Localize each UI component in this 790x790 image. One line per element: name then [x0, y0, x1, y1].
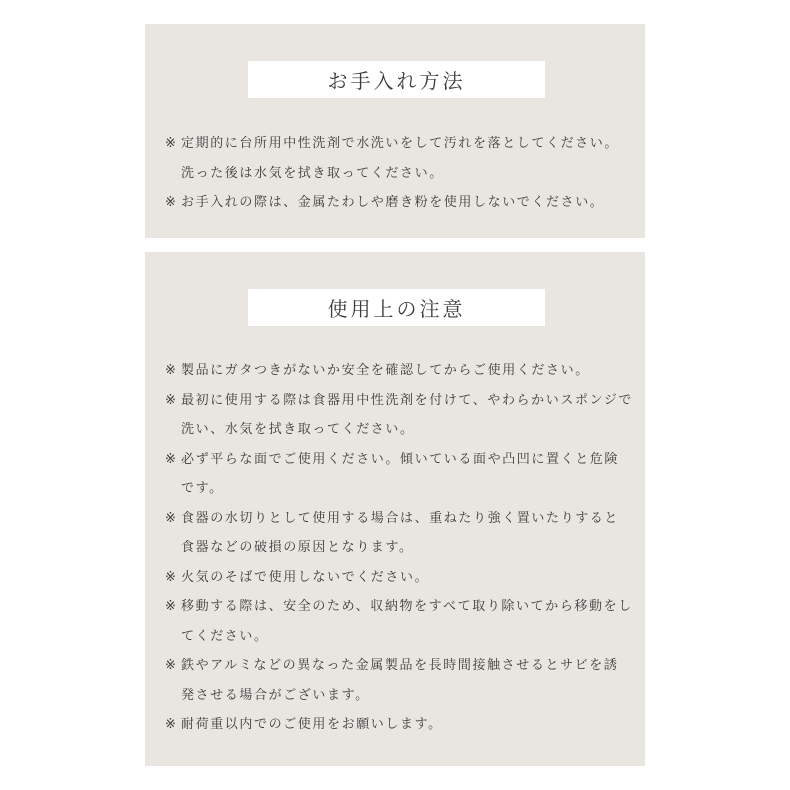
note-mark: ※: [165, 136, 178, 151]
note-mark: ※: [165, 510, 178, 526]
caution-note-text: 製品にガタつきがないか安全を確認してからご使用ください。: [181, 363, 590, 378]
caution-notes-list: [165, 356, 633, 740]
care-note-text: 定期的に台所用中性洗剤で水洗いをして汚れを落としてください。洗った後は水気を拭き取ってください。: [181, 136, 620, 181]
caution-note-text: 耐荷重以内でのご使用をお願いします。: [181, 717, 443, 732]
note-mark: ※: [165, 658, 178, 673]
care-note: [165, 129, 633, 188]
care-note-text: お手入れの際は、金属たわしや磨き粉を使用しないでください。: [181, 195, 605, 210]
care-panel: [145, 24, 645, 238]
caution-note-text: 必ず平らな面でご使用ください。傾いている面や凸凹に置くと危険です。: [181, 451, 620, 496]
caution-note-text: 移動する際は、安全のため、収納物をすべて取り除いてから移動をしてください。: [181, 599, 633, 644]
caution-note-text: 鉄やアルミなどの異なった金属製品を長時間接触させるとサビを誘発させる場合がございます。: [181, 658, 619, 703]
caution-note: [165, 445, 633, 504]
caution-note-text: 火気のそばで使用しないでください。: [181, 569, 430, 585]
care-title: お手入れ方法: [248, 61, 545, 98]
note-mark: ※: [165, 717, 178, 732]
caution-note: [165, 563, 633, 593]
note-mark: ※: [165, 195, 178, 210]
caution-note: [165, 356, 633, 386]
caution-note: [165, 710, 633, 740]
caution-note: [165, 651, 633, 710]
care-notes-list: [165, 129, 633, 218]
note-mark: ※: [165, 599, 178, 614]
caution-note-text: 最初に使用する際は食器用中性洗剤を付けて、やわらかいスポンジで洗い、水気を拭き取ってください。: [181, 392, 634, 437]
caution-panel: [145, 252, 645, 766]
note-mark: ※: [165, 363, 178, 378]
care-note: [165, 188, 633, 218]
caution-note-text: 食器の水切りとして使用する場合は、重ねたり強く置いたりすると食器などの破損の原因となります。: [181, 510, 620, 555]
caution-note: [165, 592, 633, 651]
caution-title: 使用上の注意: [248, 289, 545, 326]
note-mark: ※: [165, 451, 178, 467]
caution-note: [165, 386, 633, 445]
caution-note: [165, 504, 633, 563]
note-mark: ※: [165, 569, 178, 585]
note-mark: ※: [165, 392, 178, 408]
